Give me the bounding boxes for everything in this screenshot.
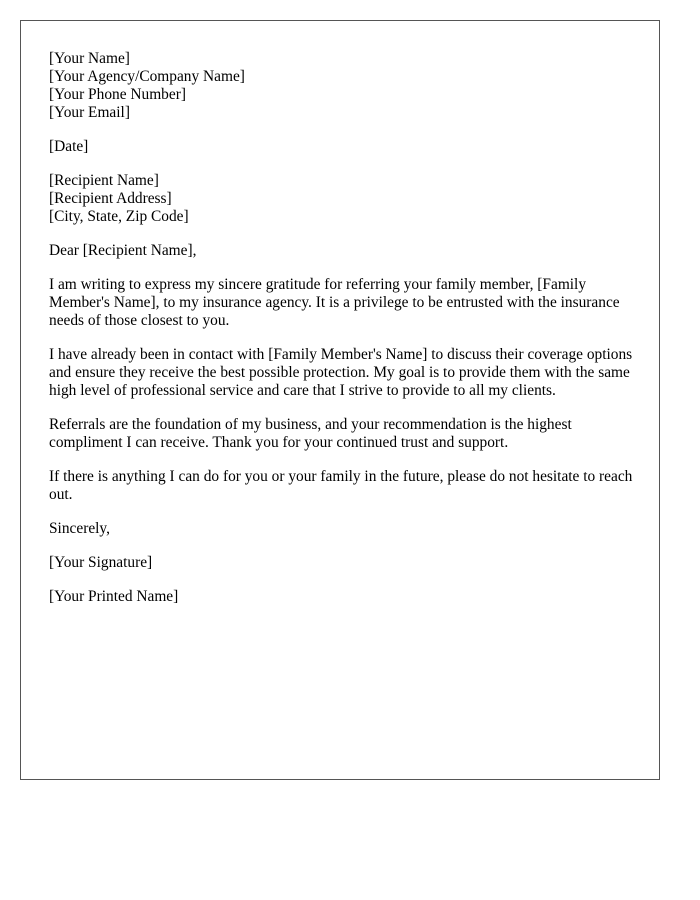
recipient-city-state-zip: [City, State, Zip Code] (49, 208, 189, 225)
date-block (49, 138, 633, 156)
body-paragraph-2: I have already been in contact with [Family Member's Name] to discuss their coverage options and ensure they receive the best possible protection. My goal is to provide them with the same high level of professional service and care that I strive to provide to all my clients. (49, 346, 633, 399)
sender-email: [Your Email] (49, 104, 130, 121)
sender-company: [Your Agency/Company Name] (49, 68, 245, 85)
sender-phone: [Your Phone Number] (49, 86, 186, 103)
salutation: Dear [Recipient Name], (49, 242, 197, 259)
closing: Sincerely, (49, 520, 110, 537)
recipient-name: [Recipient Name] (49, 172, 159, 189)
recipient-address: [Recipient Address] (49, 190, 172, 207)
letter-page (20, 20, 660, 780)
sender-name: [Your Name] (49, 50, 130, 67)
printed-name: [Your Printed Name] (49, 588, 179, 605)
sender-block (49, 50, 633, 122)
body-paragraph-1: I am writing to express my sincere gratitude for referring your family member, [Family Member's Name], to my insurance agency. It is a privilege to be entrusted with the insurance needs of those closest to you. (49, 276, 620, 329)
body-paragraph-4: If there is anything I can do for you or your family in the future, please do not hesitate to reach out. (49, 468, 633, 503)
body-paragraph-3: Referrals are the foundation of my business, and your recommendation is the highest compliment I can receive. Thank you for your continued trust and support. (49, 416, 572, 451)
letter-date: [Date] (49, 138, 89, 155)
recipient-block (49, 172, 633, 226)
letter-content (49, 50, 633, 622)
signature: [Your Signature] (49, 554, 153, 571)
